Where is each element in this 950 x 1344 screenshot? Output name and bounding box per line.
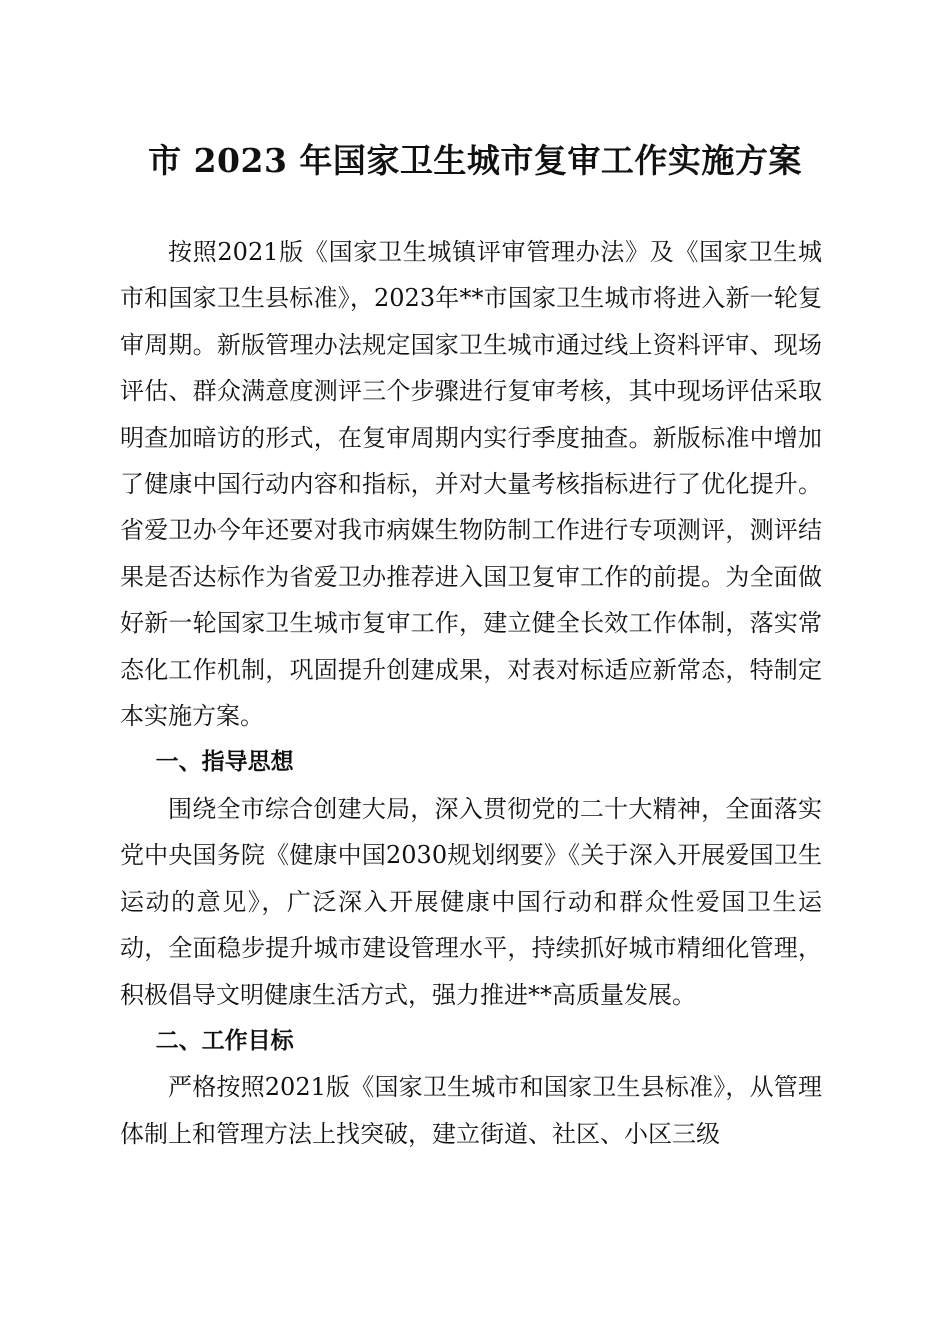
document-body [120, 229, 822, 1157]
document-title: 市 2023 年国家卫生城市复审工作实施方案 [148, 141, 802, 180]
section-heading-guiding-ideology: 一、指导思想 [155, 749, 294, 776]
intro-paragraph: 按照2021版《国家卫生城镇评审管理办法》及《国家卫生城市和国家卫生县标准》，2023年**市国家卫生城市将进入新一轮复审周期。新版管理办法规定国家卫生城市通过线上资料评审、现场评估、群众满意度测评三个步骤进行复审考核，其中现场评估采取明查加暗访的形式，在复审周期内实行季度抽查。新版标准中增加了健康中国行动内容和指标，并对大量考核指标进行了优化提升。省爱卫办今年还要对我市病媒生物防制工作进行专项测评，测评结果是否达标作为省爱卫办推荐进入国卫复审工作的前提。为全面做好新一轮国家卫生城市复审工作，建立健全长效工作体制，落实常态化工作机制，巩固提升创建成果，对表对标适应新常态，特制定本实施方案。 [120, 238, 822, 731]
work-goals-paragraph: 严格按照2021版《国家卫生城市和国家卫生县标准》，从管理体制上和管理方法上找突破，建立街道、社区、小区三级 [120, 1073, 822, 1148]
guiding-ideology-paragraph: 围绕全市综合创建大局，深入贯彻党的二十大精神，全面落实党中央国务院《健康中国2030规划纲要》《关于深入开展爱国卫生运动的意见》，广泛深入开展健康中国行动和群众性爱国卫生运动，全面稳步提升城市建设管理水平，持续抓好城市精细化管理，积极倡导文明健康生活方式，强力推进**高质量发展。 [120, 794, 822, 1009]
section-heading-work-goals: 二、工作目标 [155, 1027, 294, 1054]
